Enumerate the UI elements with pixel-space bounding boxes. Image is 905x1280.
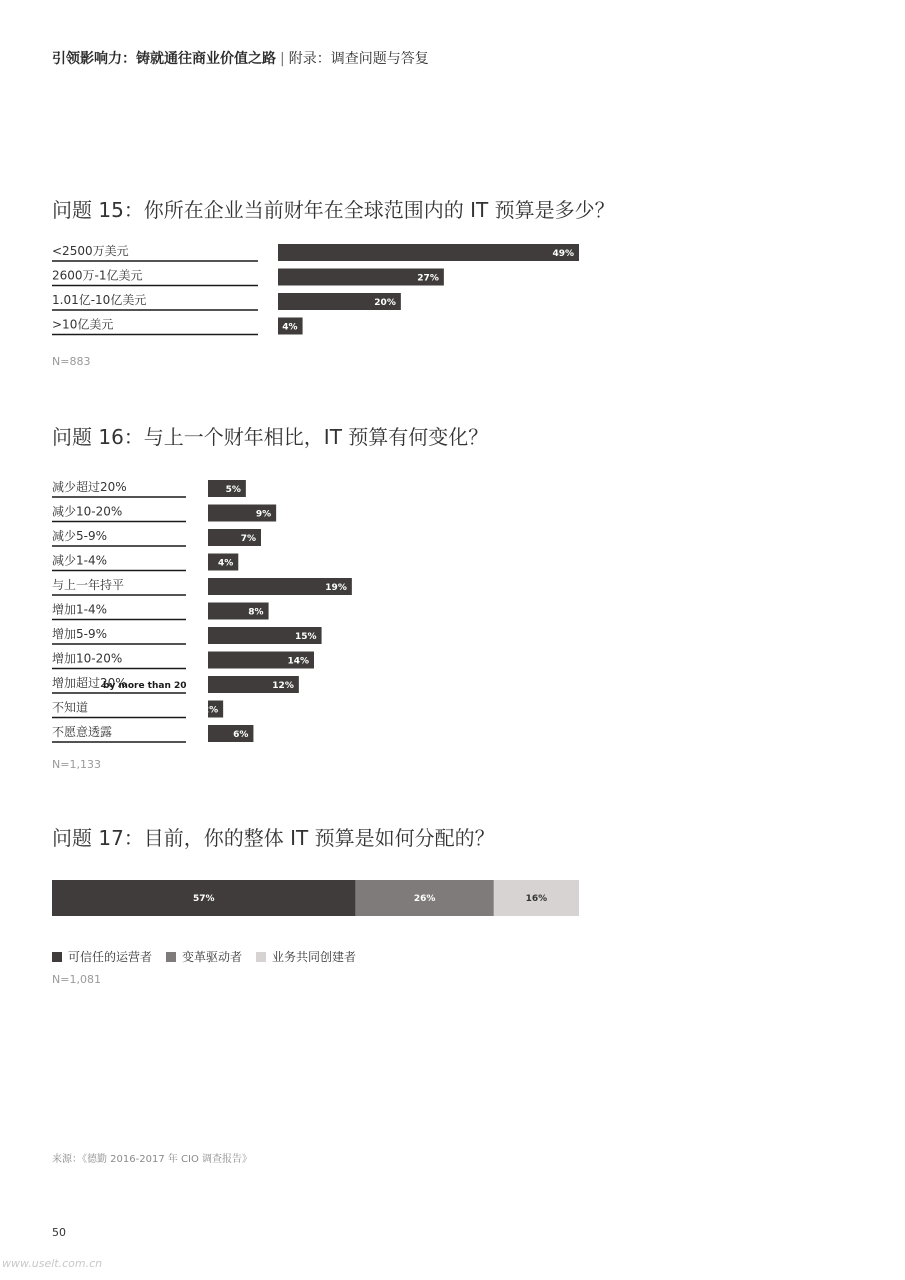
bar xyxy=(278,244,579,261)
segment-value-label: 57% xyxy=(192,894,215,904)
bar-value-label: 4% xyxy=(282,322,298,333)
q15-chart xyxy=(0,236,905,346)
category-label: 增加5-9% xyxy=(52,627,108,641)
bar-value-label: 14% xyxy=(287,656,309,667)
bar-value-label: 4% xyxy=(218,558,234,569)
category-label: 1.01亿-10亿美元 xyxy=(52,293,147,307)
bar-value-label: 19% xyxy=(325,583,347,593)
category-label: 减少5-9% xyxy=(52,529,108,543)
segment-value-label: 26% xyxy=(413,894,436,904)
bar-value-label: 20% xyxy=(374,298,396,308)
q15-title: 问题 15：你所在企业当前财年在全球范围内的 IT 预算是多少？ xyxy=(52,198,615,222)
legend-item xyxy=(52,950,152,964)
legend-label: 业务共同创建者 xyxy=(272,950,357,964)
legend-swatch xyxy=(166,952,176,962)
q17-sample-size: N=1,081 xyxy=(52,973,101,986)
q16-sample-size: N=1,133 xyxy=(52,758,101,771)
category-label: <2500万美元 xyxy=(52,244,129,258)
category-label: 减少超过20% xyxy=(52,480,127,494)
bar-value-label: 5% xyxy=(225,485,241,495)
bar-value-label: 2% xyxy=(202,705,219,716)
q16-chart xyxy=(0,468,905,748)
q16-title: 问题 16：与上一个财年相比，IT 预算有何变化？ xyxy=(52,425,489,449)
category-label: 不愿意透露 xyxy=(52,725,113,739)
segment-value-label: 16% xyxy=(525,894,548,904)
category-label: 减少1-4% xyxy=(52,553,108,568)
category-label: 增加1-4% xyxy=(52,602,108,617)
watermark: www.uselt.com.cn xyxy=(2,1257,103,1270)
category-label: 增加10-20% xyxy=(52,651,123,666)
legend-swatch xyxy=(52,952,62,962)
bar-value-label: 27% xyxy=(417,273,439,284)
category-label: 增加超过20% xyxy=(52,676,127,690)
category-label: 与上一年持平 xyxy=(52,578,125,592)
source-note: 来源：《德勤 2016-2017 年 CIO 调查报告》 xyxy=(52,1154,253,1165)
q17-chart xyxy=(0,874,905,924)
bar-value-label: 7% xyxy=(240,534,256,544)
q17-title: 问题 17：目前，你的整体 IT 预算是如何分配的？ xyxy=(52,826,495,850)
header-separator: | xyxy=(280,51,285,67)
category-label: 减少10-20% xyxy=(52,504,123,519)
bar-value-label: 6% xyxy=(233,730,249,740)
bar-value-label: 49% xyxy=(552,249,574,259)
page-header xyxy=(52,48,429,68)
legend-label: 可信任的运营者 xyxy=(68,950,153,964)
bar-value-label: 8% xyxy=(248,607,264,618)
page-number: 50 xyxy=(52,1226,66,1239)
q15-sample-size: N=883 xyxy=(52,355,91,368)
category-label: 2600万-1亿美元 xyxy=(52,268,143,283)
bar-value-label: 9% xyxy=(255,509,272,520)
legend-item xyxy=(166,950,242,964)
bar-value-label: 12% xyxy=(272,681,294,691)
legend-swatch xyxy=(256,952,266,962)
section-title: 附录：调查问题与答复 xyxy=(288,51,429,67)
q17-legend xyxy=(52,948,370,965)
legend-item xyxy=(256,950,356,964)
bar-value-label: 15% xyxy=(295,632,317,642)
legend-label: 变革驱动者 xyxy=(182,950,243,964)
category-label: >10亿美元 xyxy=(52,317,114,332)
category-label: 不知道 xyxy=(52,700,89,715)
report-title: 引领影响力：铸就通往商业价值之路 xyxy=(52,51,276,67)
annotation-label: by more than 20 xyxy=(103,681,187,691)
